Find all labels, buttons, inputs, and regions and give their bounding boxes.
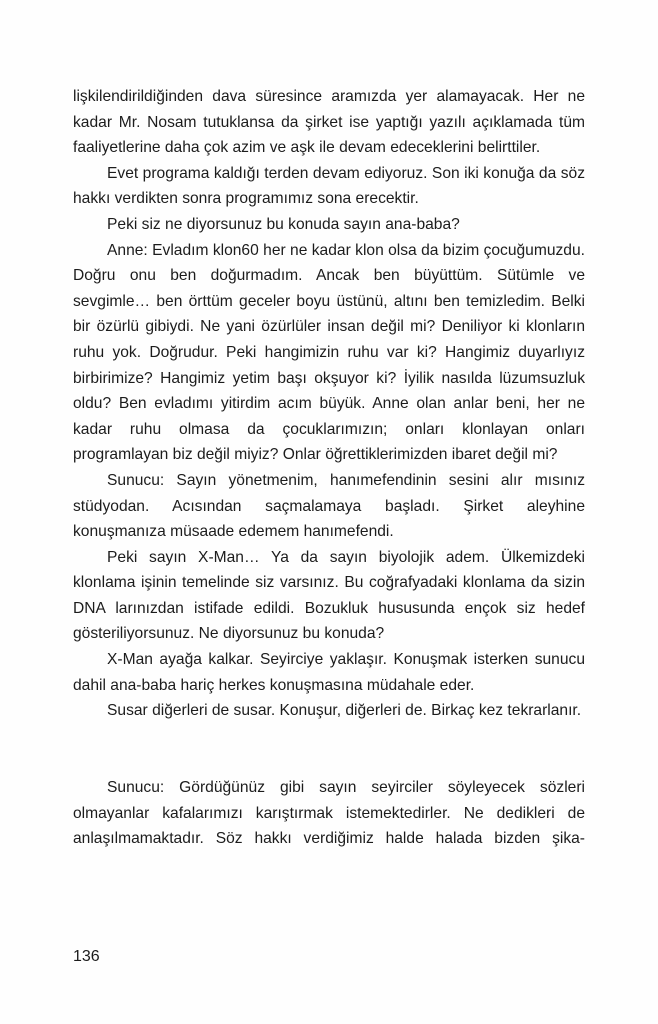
section-break (73, 749, 585, 775)
page-number: 136 (73, 948, 100, 965)
section-break (73, 724, 585, 750)
paragraph: Anne: Evladım klon60 her ne kadar klon olsa da bizim çocuğumuzdu. Doğru onu ben doğurmadım. Ancak ben büyüttüm. Sütümle ve sevgimle… ben örttüm geceler boyu üstünü, altını ben temizledim. Belki bir özürlü gibiydi. Ne yani özürlüler insan değil mi? Deniliyor ki klonların ruhu yok. Doğrudur. Peki hangimizin ruhu var ki? Hangimiz duyarlıyız birbirimize? Hangimiz yetim başı okşuyor ki? İyilik nasılda lüzumsuzluk oldu? Ben evladımı yitirdim acım büyük. Anne olan anlar beni, her ne kadar ruhu olmasa da çocuklarımızın; onları klonlayan onları programlayan biz değil miyiz? Onlar öğrettiklerimizden ibaret değil mi? (73, 241, 585, 464)
paragraph: Sunucu: Sayın yönetmenim, hanımefendinin sesini alır mısınız stüdyodan. Acısından saçmalamaya başladı. Şirket aleyhine konuşmanıza müsaade edemem hanımefendi. (73, 471, 585, 541)
paragraph: X-Man ayağa kalkar. Seyirciye yaklaşır. Konuşmak isterken sunucu dahil ana-baba hariç herkes konuşmasına müdahale eder. (73, 651, 585, 694)
paragraph: Evet programa kaldığı terden devam ediyoruz. Son iki konuğa da söz hakkı verdikten sonra programımız sona erecektir. (73, 164, 585, 208)
paragraph: lişkilendirildiğinden dava süresince aramızda yer alamayacak. Her ne kadar Mr. Nosam tutuklansa da şirket ise yaptığı yazılı açıklamada tüm faaliyetlerine daha çok azim ve aşk ile devam edeceklerini belirttiler. (73, 88, 585, 157)
paragraph: Sunucu: Gördüğünüz gibi sayın seyirciler söyleyecek sözleri olmayanlar kafalarımızı karıştırmak istemektedirler. Ne dedikleri de anlaşılmamaktadır. Söz hakkı verdiğimiz halde halada bizden şika- (73, 779, 585, 848)
paragraph: Peki siz ne diyorsunuz bu konuda sayın ana-baba? (107, 215, 460, 233)
paragraph: Susar diğerleri de susar. Konuşur, diğerleri de. Birkaç kez tekrarlanır. (107, 702, 582, 720)
paragraph: Peki sayın X-Man… Ya da sayın biyolojik adem. Ülkemizdeki klonlama işinin temelinde siz varsınız. Bu coğrafyadaki klonlama da sizin DNA larınızdan istifade edildi. Bozukluk hususunda ençok siz hedef gösteriliyorsunuz. Ne diyorsunuz bu konuda? (73, 548, 585, 643)
body-text (73, 84, 585, 852)
